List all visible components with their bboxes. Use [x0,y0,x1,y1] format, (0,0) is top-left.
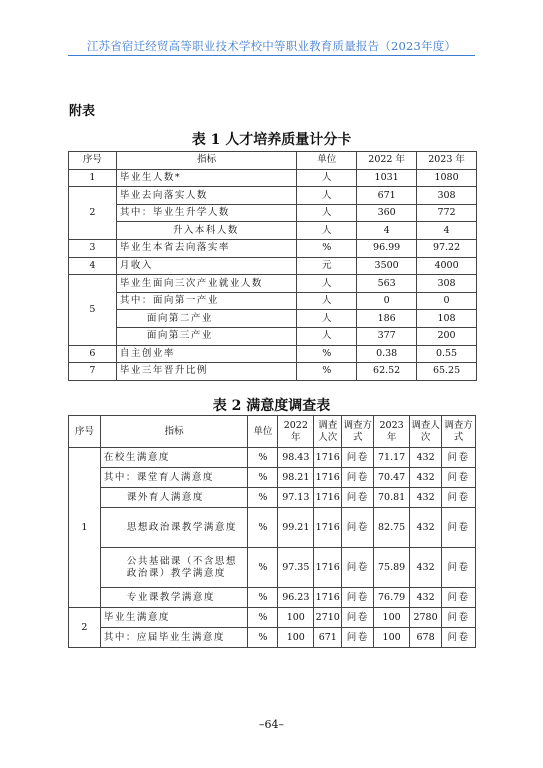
col-header-method-2022: 调查方式 [342,416,374,448]
table-header-row [69,416,476,448]
row-method-2022: 问卷 [342,468,374,488]
table2-title: 表 2 满意度调查表 [212,398,331,414]
row-method-2023: 问卷 [442,588,476,608]
row-indicator: 其中：毕业生升学人数 [116,204,297,222]
row-2022: 0 [357,292,417,310]
row-unit: 人 [297,275,357,293]
row-indicator: 毕业去向落实人数 [116,187,297,205]
row-2023: 75.89 [374,548,410,588]
row-count-2022: 1716 [314,588,342,608]
row-indicator: 升入本科人数 [116,222,297,240]
row-unit: % [248,508,278,548]
row-unit: % [248,468,278,488]
row-2022: 186 [357,310,417,328]
row-unit: 元 [297,257,357,275]
row-count-2023: 432 [410,468,442,488]
row-2022: 96.23 [278,588,314,608]
row-count-2022: 1716 [314,488,342,508]
row-no: 1 [69,169,117,187]
row-indicator: 毕业生本省去向落实率 [116,239,297,257]
row-unit: 人 [297,310,357,328]
table-row [69,468,476,488]
col-header-2022: 2022 年 [357,152,417,170]
row-unit: % [297,239,357,257]
row-2023: 70.81 [374,488,410,508]
row-count-2022: 1716 [314,548,342,588]
row-indicator: 其中：课堂育人满意度 [100,468,248,488]
row-count-2022: 2710 [314,608,342,628]
row-indicator: 毕业生面向三次产业就业人数 [116,275,297,293]
row-indicator: 在校生满意度 [100,448,248,468]
table-header-row [69,152,477,170]
table-row [69,327,477,345]
row-method-2023: 问卷 [442,448,476,468]
row-no: 7 [69,363,117,381]
row-no: 3 [69,239,117,257]
table-row [69,275,477,293]
row-2023: 70.47 [374,468,410,488]
row-2023: 76.79 [374,588,410,608]
row-method-2022: 问卷 [342,608,374,628]
row-unit: % [248,628,278,648]
row-unit: 人 [297,187,357,205]
table-row [69,239,477,257]
row-count-2022: 671 [314,628,342,648]
talent-quality-scorecard-table [68,151,477,381]
table-row [69,628,476,648]
row-count-2023: 432 [410,548,442,588]
row-indicator: 面向第三产业 [116,327,297,345]
row-count-2023: 2780 [410,608,442,628]
row-2023: 1080 [417,169,477,187]
row-method-2023: 问卷 [442,608,476,628]
col-header-unit: 单位 [248,416,278,448]
col-header-unit: 单位 [297,152,357,170]
table-row [69,187,477,205]
row-2022: 671 [357,187,417,205]
row-count-2022: 1716 [314,468,342,488]
table-row [69,292,477,310]
table-row [69,169,477,187]
row-unit: % [248,488,278,508]
row-2023: 200 [417,327,477,345]
table-row [69,488,476,508]
row-2022: 1031 [357,169,417,187]
row-method-2023: 问卷 [442,548,476,588]
row-unit: 人 [297,204,357,222]
row-method-2022: 问卷 [342,588,374,608]
appendix-label: 附表 [69,104,96,119]
col-header-indicator: 指标 [116,152,297,170]
row-2023: 100 [374,628,410,648]
row-2022: 97.35 [278,548,314,588]
row-2023: 0.55 [417,345,477,363]
row-count-2023: 678 [410,628,442,648]
row-no: 4 [69,257,117,275]
row-indicator: 专业课教学满意度 [100,588,248,608]
row-indicator: 自主创业率 [116,345,297,363]
col-header-2023: 2023 年 [417,152,477,170]
row-unit: % [248,608,278,628]
table-row [69,508,476,548]
row-method-2023: 问卷 [442,628,476,648]
row-unit: 人 [297,292,357,310]
row-indicator: 毕业三年晋升比例 [116,363,297,381]
row-unit: % [297,345,357,363]
row-unit: % [248,448,278,468]
row-count-2023: 432 [410,588,442,608]
row-method-2023: 问卷 [442,488,476,508]
row-indicator: 其中：面向第一产业 [116,292,297,310]
row-indicator: 思想政治课教学满意度 [100,508,248,548]
table-row [69,588,476,608]
satisfaction-survey-table [68,415,476,648]
table-row [69,310,477,328]
header-rule [68,55,475,56]
row-2023: 71.17 [374,448,410,468]
row-count-2022: 1716 [314,448,342,468]
row-2022: 96.99 [357,239,417,257]
col-header-no: 序号 [69,152,117,170]
row-unit: 人 [297,169,357,187]
row-2022: 99.21 [278,508,314,548]
row-indicator: 毕业生人数* [116,169,297,187]
row-2023: 0 [417,292,477,310]
row-2022: 97.13 [278,488,314,508]
row-count-2022: 1716 [314,508,342,548]
table-row [69,608,476,628]
row-2022: 98.43 [278,448,314,468]
row-2022: 98.21 [278,468,314,488]
row-indicator: 月收入 [116,257,297,275]
row-2023: 65.25 [417,363,477,381]
col-header-method-2023: 调查方式 [442,416,476,448]
row-2022: 360 [357,204,417,222]
table-row [69,363,477,381]
page-number: –64– [259,718,284,731]
row-no: 5 [69,275,117,345]
row-indicator: 毕业生满意度 [100,608,248,628]
col-header-indicator: 指标 [100,416,248,448]
row-2023: 772 [417,204,477,222]
row-indicator: 公共基础课（不含思想政治课）教学满意度 [100,548,248,588]
row-unit: % [248,588,278,608]
row-indicator: 面向第二产业 [116,310,297,328]
table-row [69,448,476,468]
page-header: 江苏省宿迁经贸高等职业技术学校中等职业教育质量报告（2023年度） [86,39,457,53]
row-2023: 308 [417,275,477,293]
row-unit: 人 [297,222,357,240]
row-count-2023: 432 [410,508,442,548]
row-no: 6 [69,345,117,363]
row-unit: 人 [297,327,357,345]
table-row [69,345,477,363]
col-header-no: 序号 [69,416,101,448]
row-2022: 377 [357,327,417,345]
row-2022: 62.52 [357,363,417,381]
col-header-count-2023: 调查人次 [410,416,442,448]
row-method-2022: 问卷 [342,628,374,648]
table-row [69,548,476,588]
row-method-2022: 问卷 [342,488,374,508]
row-method-2023: 问卷 [442,468,476,488]
row-2023: 4000 [417,257,477,275]
row-2022: 563 [357,275,417,293]
row-no: 2 [69,187,117,240]
table-row [69,257,477,275]
row-count-2023: 432 [410,488,442,508]
row-2023: 108 [417,310,477,328]
row-method-2022: 问卷 [342,448,374,468]
row-method-2023: 问卷 [442,508,476,548]
row-2023: 97.22 [417,239,477,257]
row-unit: % [297,363,357,381]
row-2022: 0.38 [357,345,417,363]
col-header-count-2022: 调查人次 [314,416,342,448]
row-no: 1 [69,448,101,608]
row-2022: 3500 [357,257,417,275]
row-2022: 100 [278,628,314,648]
row-method-2022: 问卷 [342,508,374,548]
table-row [69,204,477,222]
row-method-2022: 问卷 [342,548,374,588]
table-row [69,222,477,240]
row-indicator: 其中：应届毕业生满意度 [100,628,248,648]
row-2023: 82.75 [374,508,410,548]
table1-title: 表 1 人才培养质量计分卡 [191,132,352,148]
row-2023: 100 [374,608,410,628]
row-indicator: 课外育人满意度 [100,488,248,508]
row-count-2023: 432 [410,448,442,468]
row-2022: 100 [278,608,314,628]
row-2023: 308 [417,187,477,205]
row-unit: % [248,548,278,588]
row-2022: 4 [357,222,417,240]
row-no: 2 [69,608,101,648]
row-2023: 4 [417,222,477,240]
col-header-2023: 2023 年 [374,416,410,448]
col-header-2022: 2022 年 [278,416,314,448]
